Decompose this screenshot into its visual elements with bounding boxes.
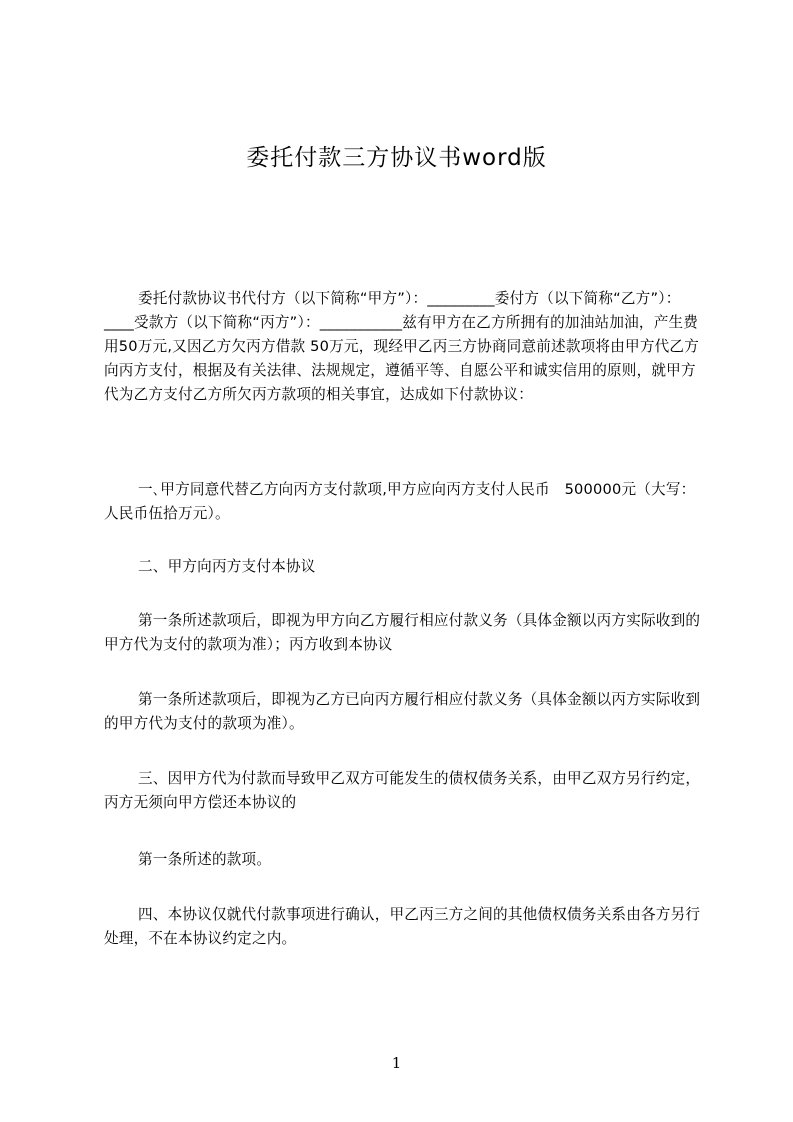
paragraph-clause-1: 一､甲方同意代替乙方向丙方支付款项,甲方应向丙方支付人民币 500000元（大写：人民币伍拾万元）。 bbox=[104, 481, 696, 522]
paragraph-intro: 委托付款协议书代付方（以下简称“甲方”）：_________委付方（以下简称“乙方”）：____受款方（以下简称“丙方”）：___________兹有甲方在乙方所拥有的加油站加油，产生费用50万元,又因乙方欠丙方借款 50万元，现经甲乙丙三方协商同意前述款项将由甲方代乙方向丙方支付，根据及有关法律、法规规定，遵循平等、自愿公平和诚实信用的原则，就甲方代为乙方支付乙方所欠丙方款项的相关事宜，达成如下付款协议： bbox=[104, 290, 699, 403]
page-number: 1 bbox=[391, 1054, 402, 1072]
paragraph-clause-3: 三、因甲方代为付款而导致甲乙双方可能发生的债权债务关系，由甲乙双方另行约定，丙方无须向甲方偿还本协议的 bbox=[104, 770, 701, 811]
paragraph-clause-4: 四、本协议仅就代付款事项进行确认，甲乙丙三方之间的其他债权债务关系由各方另行处理，不在本协议约定之内。 bbox=[104, 906, 701, 947]
paragraph-clause-2: 二、甲方向丙方支付本协议 bbox=[138, 558, 316, 575]
document-title: 委托付款三方协议书word版 bbox=[246, 145, 547, 171]
paragraph-article-1c: 第一条所述的款项。 bbox=[138, 851, 272, 868]
paragraph-article-1a: 第一条所述款项后，即视为甲方向乙方履行相应付款义务（具体金额以丙方实际收到的甲方代为支付的款项为准）；丙方收到本协议 bbox=[104, 612, 701, 653]
paragraph-article-1b: 第一条所述款项后，即视为乙方已向丙方履行相应付款义务（具体金额以丙方实际收到的甲方代为支付的款项为准）。 bbox=[104, 691, 701, 732]
